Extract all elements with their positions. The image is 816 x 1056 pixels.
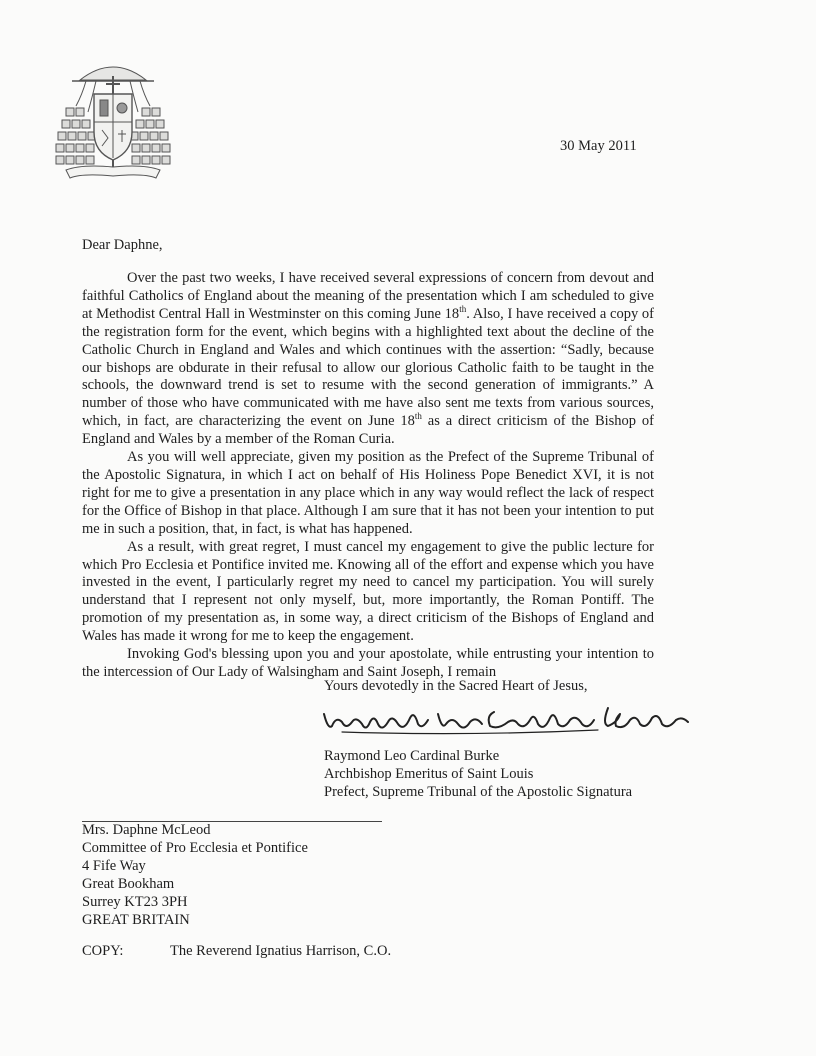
letter-date: 30 May 2011 [560,138,637,154]
recipient-address [82,822,308,929]
paragraph-2: As you will well appreciate, given my position as the Prefect of the Supreme Tribunal of the Apostolic Signatura, in which I act on behalf of His Holiness Pope Benedict XVI, it is not right for me to give a presentation in any place which in any way would reflect the lack of respect for the Office of Bishop in that place. Although I am sure that it has not been your intention to put me in such a position, that, in fact, is what has happened. [82,449,654,537]
signatory-title-2: Prefect, Supreme Tribunal of the Apostolic Signatura [324,783,633,800]
signatory-name: Raymond Leo Cardinal Burke [324,748,500,764]
address-line: 4 Fife Way [82,857,146,874]
coat-of-arms-icon [52,50,174,190]
paragraph-3: As a result, with great regret, I must cancel my engagement to give the public lecture for which Pro Ecclesia et Pontifice invited me. Knowing all of the effort and expense which you have invested in the event, I particularly regret my need to cancel my participation. You will surely understand that I represent not only myself, but, more importantly, the Roman Pontiff. The promotion of my presentation as, in some way, a direct criticism of the Bishops of England and Wales has made it wrong for me to keep the engagement. [82,538,654,645]
paragraph-4: Invoking God's blessing upon you and your apostolate, while entrusting your intention to the intercession of Our Lady of Walsingham and Saint Joseph, I remain [82,646,654,680]
letter-body [82,270,654,682]
handwritten-signature [318,700,692,740]
address-line: Mrs. Daphne McLeod [82,822,211,838]
signature-block [324,748,632,802]
paragraph-1: Over the past two weeks, I have received several expressions of concern from devout and faithful Catholics of England about the meaning of the presentation which I am scheduled to give at Methodist Central Hall in Westminster on this coming June 18th. Also, I have received a copy of the registration form for the event, which begins with a highlighted text about the decline of the Catholic Church in England and Wales and which continues with the assertion: “Sadly, because our bishops are obdurate in their refusal to allow our glorious Catholic faith to be taught in the schools, the downward trend is set to resume with the second generation of immigrants.” A number of those who have communicated with me have also sent me texts from various sources, which, in fact, are characterizing the event on June 18th as a direct criticism of the Bishop of England and Wales by a member of the Roman Curia. [82,270,655,448]
address-line: Surrey KT23 3PH [82,893,188,910]
copy-label: COPY: [82,943,124,959]
address-line: GREAT BRITAIN [82,911,190,928]
signatory-title-1: Archbishop Emeritus of Saint Louis [324,765,534,782]
address-line: Committee of Pro Ecclesia et Pontifice [82,839,308,856]
copy-recipient: The Reverend Ignatius Harrison, C.O. [170,943,392,959]
address-line: Great Bookham [82,875,175,892]
closing-line: Yours devotedly in the Sacred Heart of Jesus, [324,678,588,694]
salutation: Dear Daphne, [82,237,163,253]
